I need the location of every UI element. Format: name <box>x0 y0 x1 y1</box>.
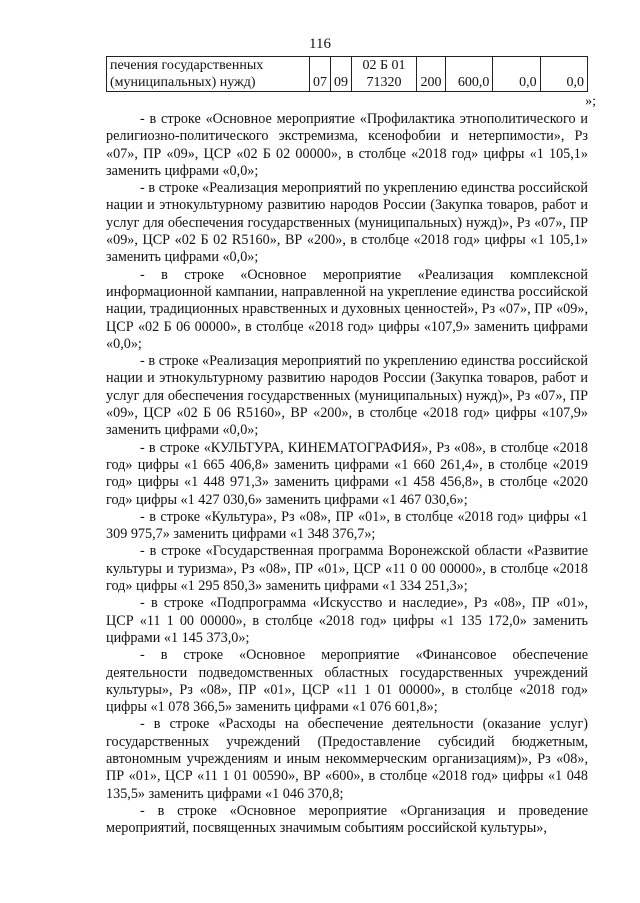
rz-cell: 07 <box>310 57 331 92</box>
table-row <box>107 57 588 92</box>
paragraph: - в строке «Основное мероприятие «Реализация комплексной информационной кампании, направленной на укрепление единства российской нации, традиционных нравственных и духовных ценностей», Рз «07», ПР «09», ЦСР «02 Б 06 00000», в столбце «2018 год» цифры «107,9» заменить цифрами «0,0»; <box>106 266 588 352</box>
paragraph: - в строке «Государственная программа Воронежской области «Развитие культуры и туризма», Рз «08», ПР «01», ЦСР «11 0 00 00000», в столбце «2018 год» цифры «1 295 850,3» заменить цифрами «1 334 251,3»; <box>106 543 588 595</box>
vr-cell: 200 <box>417 57 446 92</box>
row-name-cell: печения государственных (муниципальных) нужд) <box>107 57 310 92</box>
csr-cell: 02 Б 01 71320 <box>352 57 417 92</box>
value-2018-cell: 600,0 <box>446 57 493 92</box>
pr-cell: 09 <box>331 57 352 92</box>
budget-table <box>106 56 588 92</box>
paragraph: - в строке «Основное мероприятие «Профилактика этнополитического и религиозно-политического экстремизма, ксенофобии и нетерпимости», Рз «07», ПР «09», ЦСР «02 Б 02 00000», в столбце «2018 год» цифры «1 105,1» заменить цифрами «0,0»; <box>106 111 588 179</box>
paragraph: - в строке «КУЛЬТУРА, КИНЕМАТОГРАФИЯ», Рз «08», в столбце «2018 год» цифры «1 665 406,8» заменить цифрами «1 660 261,4», в столбце «2019 год» цифры «1 448 971,3» заменить цифрами «1 458 456,8», в столбце «2020 год» цифры «1 427 030,6» заменить цифрами «1 467 030,6»; <box>106 439 588 508</box>
page-number: 116 <box>309 36 331 52</box>
paragraph: - в строке «Реализация мероприятий по укреплению единства российской нации и этнокультурному развитию народов России (Закупка товаров, работ и услуг для обеспечения государственных (муниципальных) нужд)», Рз «07», ПР «09», ЦСР «02 Б 06 R5160», ВР «200», в столбце «2018 год» цифры «107,9» заменить цифрами «0,0»; <box>106 353 588 439</box>
table-close-mark: »; <box>585 94 596 109</box>
paragraph: - в строке «Основное мероприятие «Финансовое обеспечение деятельности подведомственных областных государственных учреждений культуры», Рз «08», ПР «01», ЦСР «11 1 01 00000», в столбце «2018 год» цифры «1 078 366,5» заменить цифрами «1 076 601,8»; <box>106 647 588 716</box>
value-2019-cell: 0,0 <box>493 57 540 92</box>
amendment-text <box>106 111 588 837</box>
value-2020-cell: 0,0 <box>540 57 587 92</box>
paragraph: - в строке «Реализация мероприятий по укреплению единства российской нации и этнокультурному развитию народов России (Закупка товаров, работ и услуг для обеспечения государственных (муниципальных) нужд)», Рз «07», ПР «09», ЦСР «02 Б 02 R5160», ВР «200», в столбце «2018 год» цифры «1 105,1» заменить цифрами «0,0»; <box>106 180 588 266</box>
paragraph: - в строке «Расходы на обеспечение деятельности (оказание услуг) государственных учреждений (Предоставление субсидий бюджетным, автономным учреждениям и иным некоммерческим организациям)», Рз «08», ПР «01», ЦСР «11 1 01 00590», ВР «600», в столбце «2018 год» цифры «1 048 135,5» заменить цифрами «1 046 370,8; <box>106 716 588 802</box>
paragraph: - в строке «Основное мероприятие «Организация и проведение мероприятий, посвященных значимым событиям российской культуры», <box>106 802 588 837</box>
paragraph: - в строке «Подпрограмма «Искусство и наследие», Рз «08», ПР «01», ЦСР «11 1 00 00000», в столбце «2018 год» цифры «1 135 172,0» заменить цифрами «1 145 373,0»; <box>106 595 588 646</box>
paragraph: - в строке «Культура», Рз «08», ПР «01», в столбце «2018 год» цифры «1 309 975,7» заменить цифрами «1 348 376,7»; <box>106 508 588 543</box>
